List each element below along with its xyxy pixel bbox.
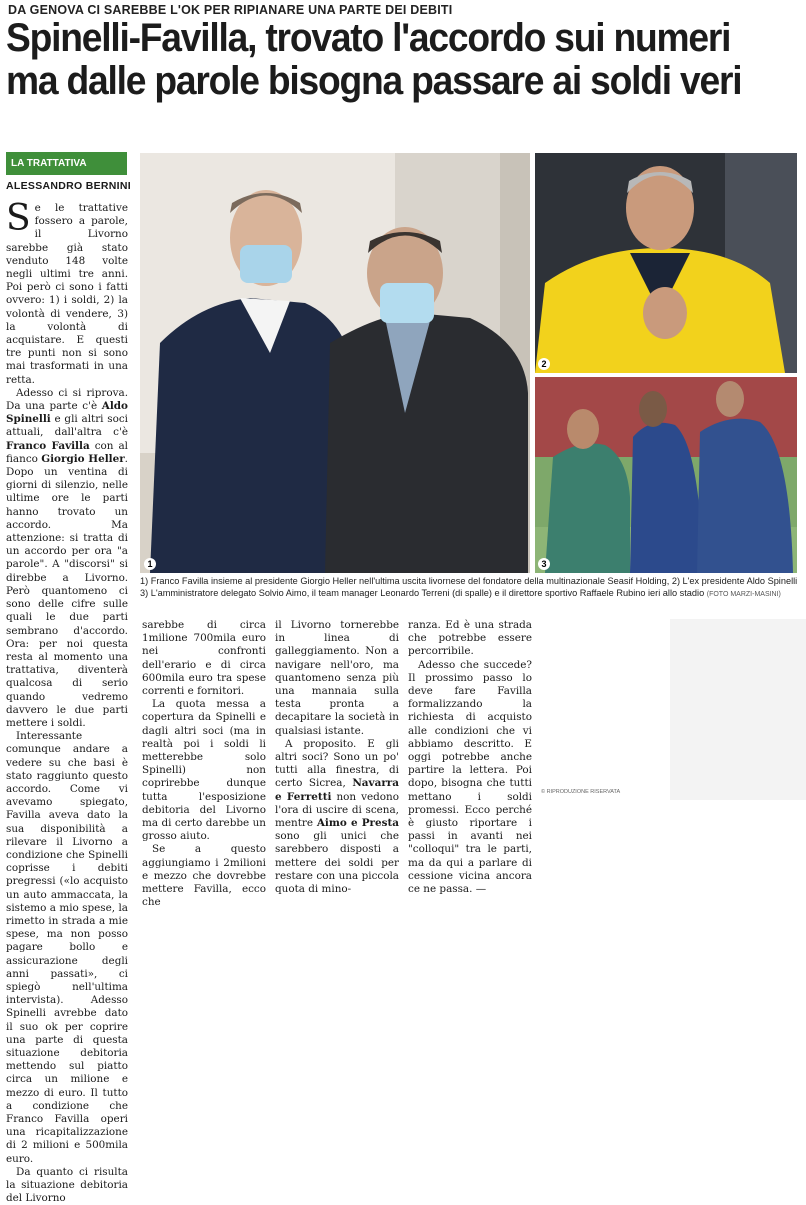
photo-favilla-heller xyxy=(140,153,530,573)
photo-caption xyxy=(140,576,800,600)
drop-cap: S xyxy=(6,198,31,239)
section-tag: LA TRATTATIVA xyxy=(6,152,127,175)
photo-number-1: 1 xyxy=(144,558,156,570)
article-column-2 xyxy=(142,619,266,909)
headline-line-2: ma dalle parole bisogna passare ai soldi veri xyxy=(6,59,742,103)
photo-3-illustration xyxy=(535,377,797,573)
paragraph: il Livorno tornerebbe in linea di galleggiamento. Non a navigare nell'oro, ma quantomeno senza più una mannaia sulla testa pronta a decapitare la società in qualsiasi istante. xyxy=(275,619,399,737)
paragraph: Interessante comunque andare a vedere su che basi è stato raggiunto questo accordo. Come vi avevamo spiegato, Favilla aveva dato la sua disponibilità a rilevare il Livorno a condizione che Spinelli coprisse i debiti pregressi («lo acquisto un auto ammaccata, la sistemo a mio spese, la rimetto in strada a mie spese, ma non posso pagare bollo e assicurazione degli anni passati», ci spiegò nell'ultima intervista). Adesso Spinelli avrebbe dato il suo ok per coprire una parte di questa situazione debitoria mettendo sul piatto circa un milione e mezzo di euro. Il tutto a condizione che Franco Favilla operi una ricapitalizzazione di 2 milioni e 500mila euro. xyxy=(6,730,128,1165)
photo-number-2: 2 xyxy=(538,358,550,370)
blank-area xyxy=(670,619,806,800)
article-column-4 xyxy=(408,619,532,896)
headline xyxy=(6,17,746,103)
paragraph: ranza. Ed è una strada che potrebbe essere percorribile. xyxy=(408,619,532,658)
article-column-3 xyxy=(275,619,399,896)
author-byline: ALESSANDRO BERNINI xyxy=(6,180,131,192)
paragraph: sarebbe di circa 1milione 700mila euro nei confronti dell'erario e di circa 600mila euro tra spese correnti e fornitori. xyxy=(142,619,266,698)
paragraph: La quota messa a copertura da Spinelli e dagli altri soci (ma in realtà poi i soldi li metterebbe solo Spinelli) non coprirebbe dunque tutta l'esposizione debitoria del Livorno ma di certo darebbe un grosso aiuto. xyxy=(142,698,266,843)
paragraph: Se le trattative fossero a parole, il Livorno sarebbe già stato venduto 148 volte negli ultimi tre anni. Poi però ci sono i fatti ovvero: 1) i soldi, 2) la volontà di vendere, 3) la volontà di acquistare. E questi tre punti non si sono mai trasformati in una retta. xyxy=(6,198,128,386)
photo-1-illustration xyxy=(140,153,530,573)
copyright-note: © RIPRODUZIONE RISERVATA xyxy=(541,789,621,795)
photo-number-3: 3 xyxy=(538,558,550,570)
caption-line-2: 3) L'amministratore delegato Solvio Aimo, il team manager Leonardo Terreni (di spalle) e il direttore sportivo Raffaele Rubino ieri allo stadio (FOTO MARZI-MASINI) xyxy=(140,587,781,598)
article-column-1 xyxy=(6,198,128,1205)
paragraph: A proposito. E gli altri soci? Sono un po' tutti alla finestra, di certo Sicrea, Navarra e Ferretti non vedono l'ora di uscire di scena, mentre Aimo e Presta sono gli unici che sarebbero disposti a mettere dei soldi per restare con una piccola quota di mino- xyxy=(275,737,399,896)
photo-2-illustration xyxy=(535,153,797,373)
paragraph: Se a questo aggiungiamo i 2milioni e mezzo che dovrebbe mettere Favilla, ecco che xyxy=(142,843,266,909)
paragraph: Adesso ci si riprova. Da una parte c'è Aldo Spinelli e gli altri soci attuali, dall'altra c'è Franco Favilla con al fianco Giorgio Heller. Dopo un ventina di giorni di silenzio, nelle ultime ore le parti hanno trovato un accordo. Ma attenzione: si tratta di un accordo per ora "a parole". A "discorsi" si direbbe a Livorno. Però quantomeno ci sono delle cifre sulle quali le due parti sembrano d'accordo. Ora: per noi questa resta al momento una trattativa, diventerà qualcosa di serio quando vedremo davvero le due parti mettere i soldi. xyxy=(6,386,128,729)
paragraph: Adesso che succede? Il prossimo passo lo deve fare Favilla formalizzando la richiesta di acquisto alle condizioni che vi abbiamo descritto. E oggi potrebbe anche partire la lettera. Poi dopo, bisogna che tutti mettano i soldi promessi. Ecco perché è giusto riportare i passi in avanti nei "colloqui" tra le parti, ma da qui a parlare di cessione vicina ancora ce ne passa. — xyxy=(408,658,532,896)
caption-line-1: 1) Franco Favilla insieme al presidente Giorgio Heller nell'ultima uscita livornese del fondatore della multinazionale Seasif Holding, 2) L'ex presidente Aldo Spinelli xyxy=(140,576,798,586)
paragraph: Da quanto ci risulta la situazione debitoria del Livorno xyxy=(6,1165,128,1205)
photo-credit: (FOTO MARZI-MASINI) xyxy=(706,590,781,598)
kicker: DA GENOVA CI SAREBBE L'OK PER RIPIANARE UNA PARTE DEI DEBITI xyxy=(8,3,453,17)
headline-line-1: Spinelli-Favilla, trovato l'accordo sui numeri xyxy=(6,16,731,60)
photo-aldo-spinelli xyxy=(535,153,797,373)
photo-aimo-terreni-rubino xyxy=(535,377,797,573)
